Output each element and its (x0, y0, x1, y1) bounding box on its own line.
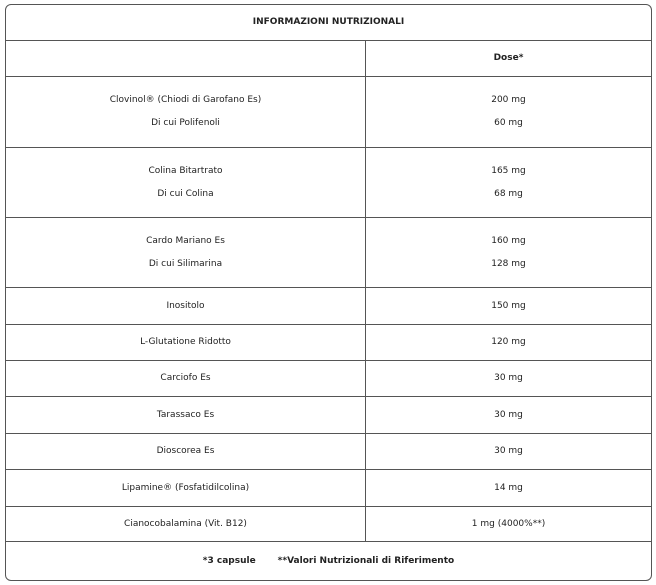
ingredient-dose: 120 mg (491, 337, 526, 347)
dose-cell (366, 218, 651, 287)
ingredient-sub-name: Di cui Polifenoli (151, 118, 220, 128)
dose-cell (366, 77, 651, 147)
ingredient-name: Cardo Mariano Es (146, 235, 225, 246)
ingredient-name: Inositolo (6, 288, 366, 324)
table-row (6, 218, 651, 288)
ingredient-dose: 30 mg (494, 409, 523, 420)
ingredient-name: Colina Bitartrato (148, 165, 223, 176)
table-row (6, 434, 651, 470)
ingredient-sub-name: Di cui Silimarina (148, 258, 223, 269)
ingredient-name: Lipamine® (Fosfatidilcolina) (6, 470, 366, 506)
table-footer-row (6, 542, 651, 580)
table-row (6, 397, 651, 434)
footer-note-reference: **Valori Nutrizionali di Riferimento (277, 555, 455, 566)
ingredient-cell (6, 218, 366, 287)
ingredient-name: Carciofo Es (6, 361, 366, 396)
ingredient-dose: 30 mg (494, 446, 523, 456)
ingredient-dose: 14 mg (494, 482, 523, 493)
table-row (6, 470, 651, 507)
ingredient-sub-dose: 60 mg (494, 118, 523, 128)
table-title: INFORMAZIONI NUTRIZIONALI (252, 17, 405, 27)
ingredient-dose: 150 mg (491, 300, 526, 311)
header-name-cell (6, 41, 366, 76)
table-row (6, 288, 651, 325)
ingredient-sub-name: Di cui Colina (157, 188, 214, 199)
ingredient-name: L-Glutatione Ridotto (6, 325, 366, 360)
table-row (6, 148, 651, 218)
table-row (6, 361, 651, 397)
ingredient-name: Cianocobalamina (Vit. B12) (6, 507, 366, 541)
table-row (6, 325, 651, 361)
nutrition-table (5, 4, 652, 581)
table-footer (6, 542, 651, 580)
ingredient-sub-dose: 68 mg (494, 188, 523, 199)
ingredient-cell (6, 77, 366, 147)
header-dose-cell: Dose* (493, 53, 524, 63)
ingredient-dose: 1 mg (4000%**) (471, 518, 546, 529)
ingredient-dose: 165 mg (491, 165, 526, 176)
table-row (6, 507, 651, 542)
ingredient-dose: 30 mg (494, 373, 523, 383)
ingredient-sub-dose: 128 mg (491, 258, 526, 269)
ingredient-cell (6, 148, 366, 217)
table-header-row (6, 41, 651, 77)
ingredient-name: Tarassaco Es (6, 397, 366, 433)
ingredient-dose: 160 mg (491, 235, 526, 246)
ingredient-name: Dioscorea Es (6, 434, 366, 469)
ingredient-dose: 200 mg (491, 95, 526, 105)
table-title-row (6, 5, 651, 41)
footer-note-capsules: *3 capsule (202, 555, 256, 566)
ingredient-name: Clovinol® (Chiodi di Garofano Es) (109, 95, 262, 105)
table-row (6, 77, 651, 148)
dose-cell (366, 148, 651, 217)
